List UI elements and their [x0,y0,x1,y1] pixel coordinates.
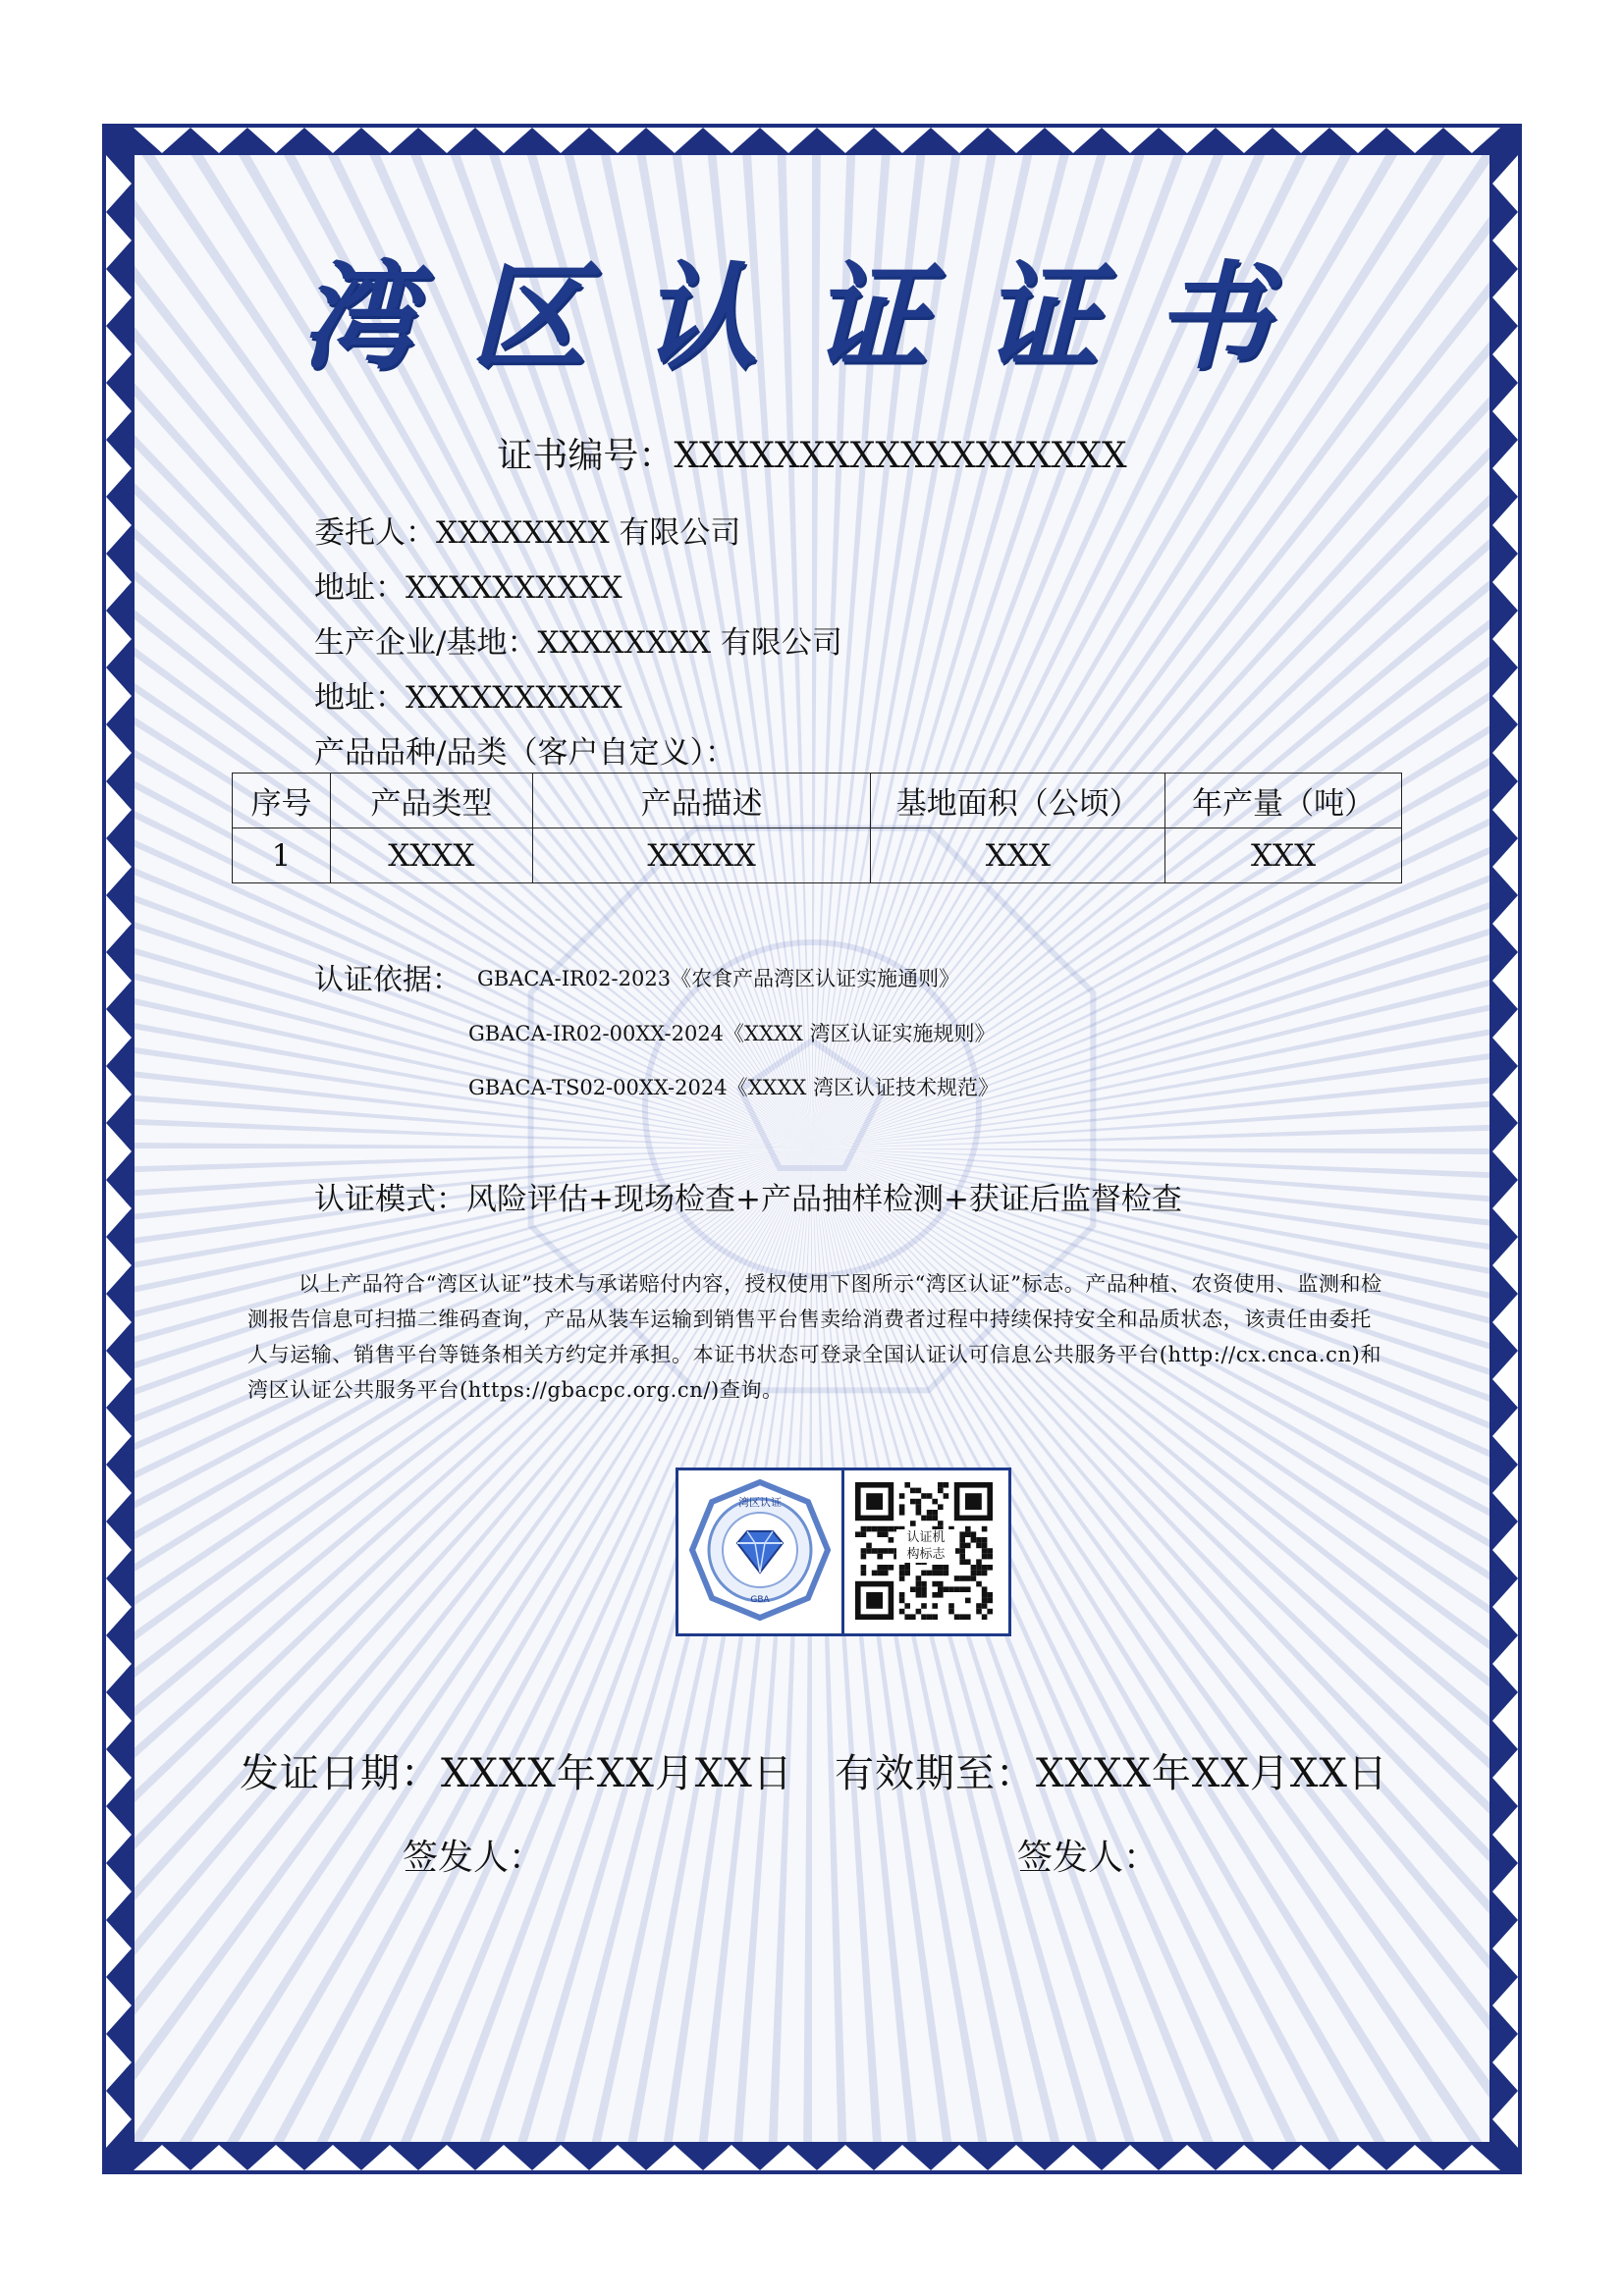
header-product-type: 产品类型 [330,774,532,828]
seal-bottom-text: GBA [750,1595,770,1605]
bay-area-certification-seal-icon [686,1476,834,1624]
cell-base-area: XXX [871,828,1165,883]
signer-left: 签发人： [403,1838,545,1878]
certificate-title: 湾区认证证书 [298,248,1325,385]
basis-item: GBACA-IR02-00XX-2024《XXXX 湾区认证实施规则》 [468,1022,996,1045]
basis-label: 认证依据： [314,963,461,997]
certification-mark-box [676,1468,1011,1636]
qr-overlay-label: 认证机 构标志 [896,1529,955,1563]
header-index: 序号 [233,774,331,828]
header-annual-output: 年产量（吨） [1165,774,1402,828]
issue-date: 发证日期：XXXX年XX月XX日 [240,1751,793,1796]
header-product-description: 产品描述 [532,774,871,828]
logo-divider [841,1470,844,1633]
basis-item: GBACA-TS02-00XX-2024《XXXX 湾区认证技术规范》 [468,1076,1000,1099]
certification-mode: 认证模式：风险评估+现场检查+产品抽样检测+获证后监督检查 [314,1182,1182,1217]
product-category-label: 产品品种/品类（客户自定义）： [314,735,735,771]
table-header-row [233,774,1402,828]
cell-index: 1 [233,828,331,883]
client-address-field: 地址：XXXXXXXXXX [314,570,623,606]
valid-until-date: 有效期至：XXXX年XX月XX日 [835,1751,1388,1796]
table-row [233,828,1402,883]
cell-product-description: XXXXX [532,828,871,883]
client-field: 委托人：XXXXXXXX 有限公司 [314,515,741,551]
header-base-area: 基地面积（公顷） [871,774,1165,828]
cell-product-type: XXXX [330,828,532,883]
producer-field: 生产企业/基地：XXXXXXXX 有限公司 [314,625,842,661]
signer-right: 签发人： [1017,1838,1160,1878]
product-table [232,773,1402,883]
basis-item: GBACA-IR02-2023《农食产品湾区认证实施通则》 [477,967,960,990]
seal-top-text: 湾区认证 [738,1496,782,1509]
certificate-statement: 以上产品符合“湾区认证”技术与承诺赔付内容，授权使用下图所示“湾区认证”标志。产品种植、农资使用、监测和检测报告信息可扫描二维码查询，产品从装车运输到销售平台售卖给消费者过程中持续保持安全和品质状态，该责任由委托人与运输、销售平台等链条相关方约定并承担。本证书状态可登录全国认证认可信息公共服务平台(http://cx.cnca.cn)和湾区认证公共服务平台(https://gbacpc.org.cn/)查询。 [247,1272,1382,1402]
certificate-number: 证书编号：XXXXXXXXXXXXXXXXXX [497,436,1127,476]
cell-annual-output: XXX [1165,828,1402,883]
producer-address-field: 地址：XXXXXXXXXX [314,680,623,716]
